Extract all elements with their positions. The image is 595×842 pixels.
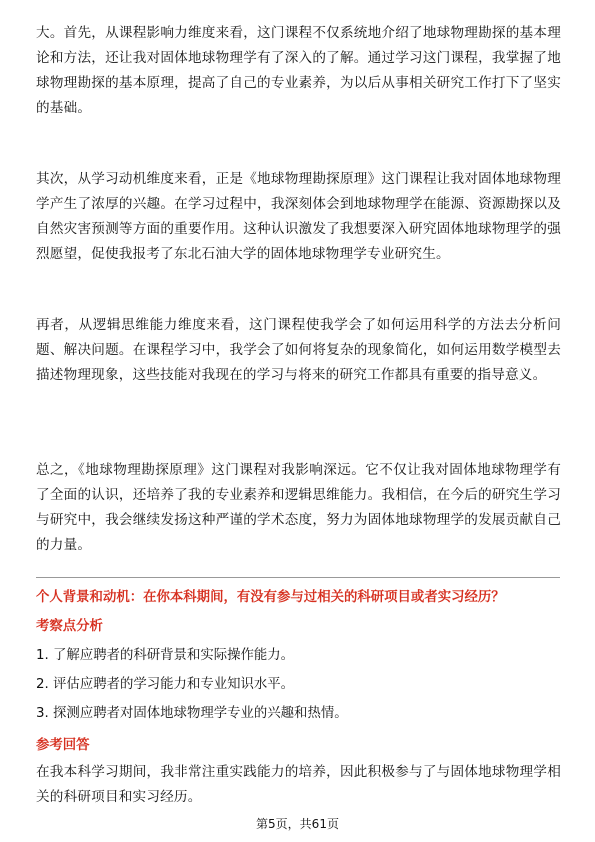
body-paragraph-2: 其次，从学习动机维度来看，正是《地球物理勘探原理》这门课程让我对固体地球物理学产生了浓厚的兴趣。在学习过程中，我深刻体会到地球物理学在能源、资源勘探以及自然灾害预测等方面的重要作用。这种认识激发了我想要深入研究固体地球物理学的强烈愿望，促使我报考了东北石油大学的固体地球物理学专业研究生。 [36,171,561,262]
section-divider [36,577,560,578]
analysis-point-3: 3. 探测应聘者对固体地球物理学专业的兴趣和热情。 [36,706,348,721]
body-paragraph-3: 再者，从逻辑思维能力维度来看，这门课程使我学会了如何运用科学的方法去分析问题、解决问题。在课程学习中，我学会了如何将复杂的现象简化，如何运用数学模型去描述物理现象，这些技能对我现在的学习与将来的研究工作都具有重要的指导意义。 [36,317,561,383]
analysis-point-1: 1. 了解应聘者的科研背景和实际操作能力。 [36,648,295,663]
page-number: 第5页，共61页 [256,817,339,831]
answer-heading: 参考回答 [36,738,90,753]
analysis-heading: 考察点分析 [36,619,103,634]
interview-question: 个人背景和动机：在你本科期间，有没有参与过相关的科研项目或者实习经历？ [36,590,505,605]
analysis-point-2: 2. 评估应聘者的学习能力和专业知识水平。 [36,677,295,692]
answer-text: 在我本科学习期间，我非常注重实践能力的培养，因此积极参与了与固体地球物理学相关的科研项目和实习经历。 [36,764,561,805]
body-paragraph-1: 大。首先，从课程影响力维度来看，这门课程不仅系统地介绍了地球物理勘探的基本理论和方法，还让我对固体地球物理学有了深入的了解。通过学习这门课程，我掌握了地球物理勘探的基本原理，提高了自己的专业素养，为以后从事相关研究工作打下了坚实的基础。 [36,25,561,116]
body-paragraph-4: 总之，《地球物理勘探原理》这门课程对我影响深远。它不仅让我对固体地球物理学有了全面的认识，还培养了我的专业素养和逻辑思维能力。我相信，在今后的研究生学习与研究中，我会继续发扬这种严谨的学术态度，努力为固体地球物理学的发展贡献自己的力量。 [36,462,561,553]
